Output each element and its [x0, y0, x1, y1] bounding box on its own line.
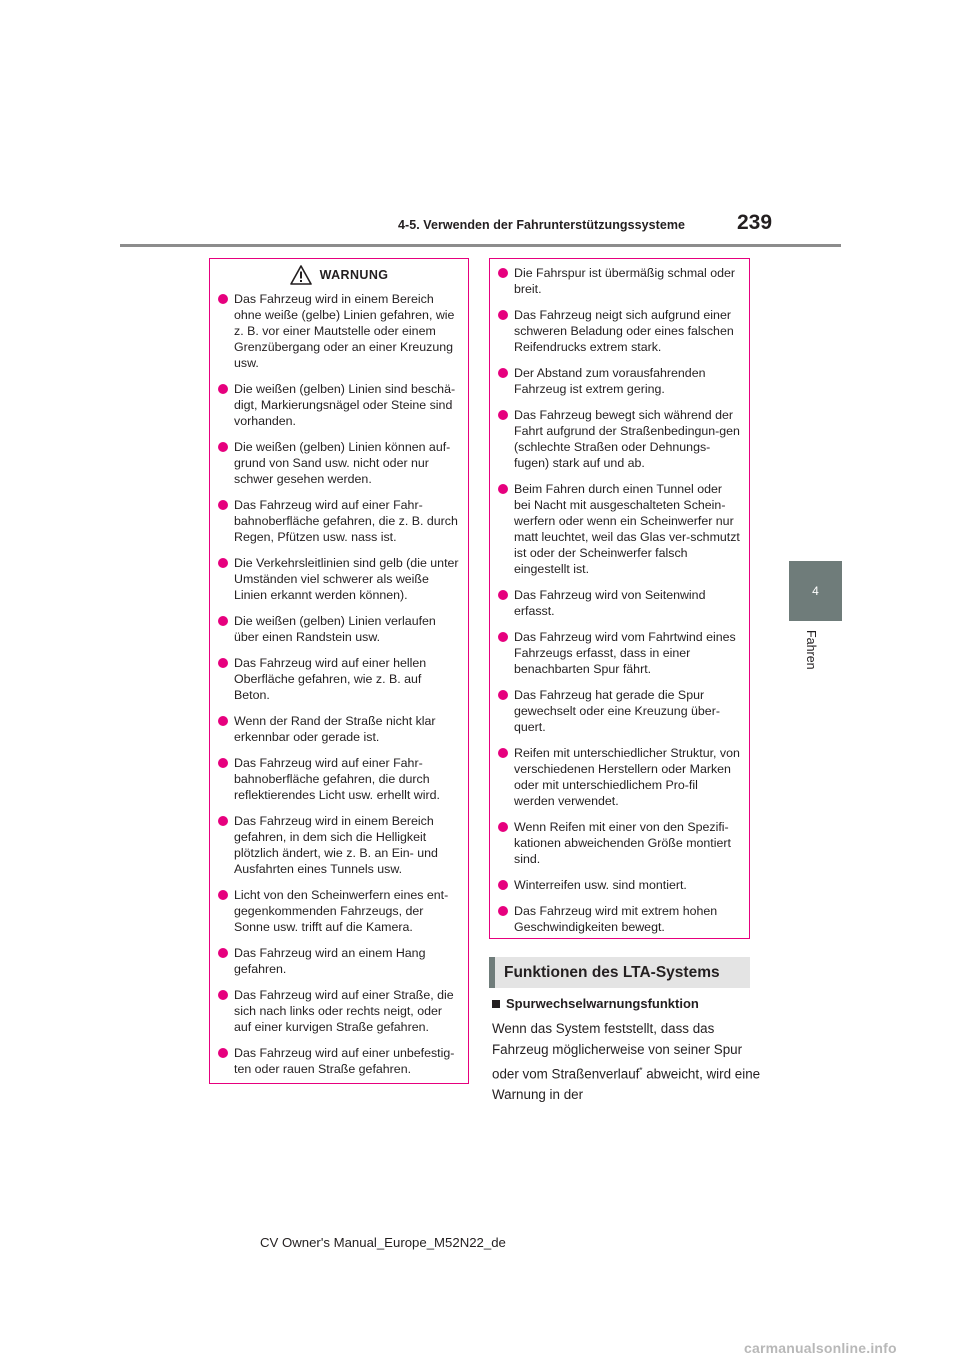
bullet-dot-icon [218, 990, 228, 1000]
list-item [218, 291, 460, 371]
list-item-text: Das Fahrzeug wird an einem Hang gefahren. [234, 946, 426, 976]
subheading-text: Spurwechselwarnungsfunktion [506, 996, 699, 1011]
bullet-dot-icon [218, 658, 228, 668]
list-item-text: Der Abstand zum vorausfahrenden Fahrzeug ist extrem gering. [514, 366, 706, 396]
list-item-text: Reifen mit unterschiedlicher Struktur, von verschiedenen Herstellern oder Marken oder mit unterschiedlichem Pro-fil werden verwendet. [514, 746, 740, 808]
bullet-dot-icon [218, 1048, 228, 1058]
bullet-dot-icon [218, 384, 228, 394]
bullet-dot-icon [498, 590, 508, 600]
list-item-text: Das Fahrzeug wird auf einer Fahr-bahnoberfläche gefahren, die z. B. durch Regen, Pfützen usw. nass ist. [234, 498, 458, 544]
warning-list-continued [498, 265, 741, 935]
list-item [498, 877, 741, 893]
list-item-text: Die weißen (gelben) Linien verlaufen über einen Randstein usw. [234, 614, 436, 644]
list-item [218, 555, 460, 603]
watermark: carmanualsonline.info [744, 1340, 897, 1356]
bullet-dot-icon [498, 690, 508, 700]
bullet-dot-icon [218, 948, 228, 958]
bullet-dot-icon [498, 484, 508, 494]
list-item-text: Das Fahrzeug wird in einem Bereich ohne weiße (gelbe) Linien gefahren, wie z. B. vor einer Mautstelle oder einem Grenzübergang oder an einer Kreuzung usw. [234, 292, 455, 370]
list-item [498, 819, 741, 867]
bullet-dot-icon [498, 410, 508, 420]
bullet-dot-icon [218, 616, 228, 626]
list-item-text: Das Fahrzeug wird auf einer Fahr-bahnoberfläche gefahren, die durch reflektierendes Licht usw. erhellt wird. [234, 756, 440, 802]
list-item-text: Das Fahrzeug hat gerade die Spur gewechselt oder eine Kreuzung über-quert. [514, 688, 720, 734]
subheading [492, 996, 754, 1011]
warning-list [218, 291, 460, 1077]
bullet-dot-icon [498, 880, 508, 890]
list-item-text: Die Fahrspur ist übermäßig schmal oder breit. [514, 266, 736, 296]
list-item [218, 713, 460, 745]
warning-title: WARNUNG [319, 268, 389, 282]
list-item-text: Die Verkehrsleitlinien sind gelb (die unter Umständen viel schwerer als weiße Linien erkannt werden können). [234, 556, 459, 602]
list-item-text: Das Fahrzeug bewegt sich während der Fahrt aufgrund der Straßenbedingun-gen (schlechte Straßen oder Dehnungs-fugen) stark auf und ab. [514, 408, 740, 470]
paragraph-text-1: Wenn das System feststellt, dass das Fahrzeug möglicherweise von seiner Spur oder vom Straßenverlauf [492, 1021, 743, 1082]
header-divider [120, 244, 841, 247]
bullet-dot-icon [498, 906, 508, 916]
list-item [218, 755, 460, 803]
list-item-text: Das Fahrzeug wird auf einer hellen Oberfläche gefahren, wie z. B. auf Beton. [234, 656, 427, 702]
list-item [498, 365, 741, 397]
paragraph-text-2: abweicht, wird eine Warnung in der [492, 1066, 761, 1103]
list-item [218, 887, 460, 935]
list-item-text: Das Fahrzeug wird auf einer Straße, die sich nach links oder rechts neigt, oder auf einer kurvigen Straße gefahren. [234, 988, 454, 1034]
warning-triangle-icon [290, 265, 312, 285]
warning-box [209, 258, 469, 1084]
list-item-text: Das Fahrzeug wird vom Fahrtwind eines Fahrzeugs erfasst, dass in einer benachbarten Spur fährt. [514, 630, 736, 676]
bullet-dot-icon [218, 500, 228, 510]
section-heading: Funktionen des LTA-Systems [489, 957, 750, 988]
body-paragraph [492, 1018, 762, 1105]
warning-box-continued [489, 258, 750, 939]
bullet-dot-icon [218, 816, 228, 826]
list-item [498, 629, 741, 677]
list-item-text: Das Fahrzeug wird von Seitenwind erfasst. [514, 588, 706, 618]
list-item [498, 587, 741, 619]
bullet-dot-icon [218, 716, 228, 726]
bullet-dot-icon [218, 558, 228, 568]
chapter-label: Fahren [804, 630, 818, 670]
list-item-text: Das Fahrzeug neigt sich aufgrund einer schweren Beladung oder eines falschen Reifendrucks extrem stark. [514, 308, 734, 354]
bullet-dot-icon [218, 890, 228, 900]
bullet-dot-icon [498, 368, 508, 378]
bullet-dot-icon [498, 822, 508, 832]
bullet-dot-icon [218, 442, 228, 452]
list-item-text: Die weißen (gelben) Linien sind beschä-digt, Markierungsnägel oder Steine sind vorhanden. [234, 382, 456, 428]
list-item [218, 613, 460, 645]
list-item [218, 987, 460, 1035]
list-item [498, 687, 741, 735]
bullet-dot-icon [218, 758, 228, 768]
list-item [218, 813, 460, 877]
bullet-dot-icon [498, 310, 508, 320]
list-item-text: Winterreifen usw. sind montiert. [514, 878, 687, 892]
list-item-text: Das Fahrzeug wird auf einer unbefestig-ten oder rauen Straße gefahren. [234, 1046, 455, 1076]
bullet-dot-icon [498, 632, 508, 642]
list-item-text: Die weißen (gelben) Linien können auf-grund von Sand usw. nicht oder nur schwer gesehen werden. [234, 440, 451, 486]
list-item [498, 307, 741, 355]
list-item [498, 481, 741, 577]
square-bullet-icon [492, 1000, 500, 1008]
list-item-text: Das Fahrzeug wird mit extrem hohen Geschwindigkeiten bewegt. [514, 904, 718, 934]
chapter-number: 4 [812, 584, 819, 598]
list-item [498, 265, 741, 297]
list-item-text: Wenn der Rand der Straße nicht klar erkennbar oder gerade ist. [234, 714, 436, 744]
list-item [218, 381, 460, 429]
bullet-dot-icon [498, 748, 508, 758]
list-item [498, 903, 741, 935]
list-item-text: Wenn Reifen mit einer von den Spezifi-kationen abweichenden Größe montiert sind. [514, 820, 731, 866]
list-item [218, 1045, 460, 1077]
bullet-dot-icon [218, 294, 228, 304]
page-number: 239 [737, 211, 773, 234]
footnote-mark: * [639, 1066, 643, 1075]
bullet-dot-icon [498, 268, 508, 278]
list-item [218, 497, 460, 545]
list-item [218, 655, 460, 703]
list-item [498, 745, 741, 809]
list-item-text: Das Fahrzeug wird in einem Bereich gefahren, in dem sich die Helligkeit plötzlich ändert, wie z. B. an Ein- und Ausfahrten eines Tunnels usw. [234, 814, 438, 876]
warning-header [210, 263, 468, 287]
section-title: 4-5. Verwenden der Fahrunterstützungssysteme [398, 218, 686, 232]
chapter-tab[interactable] [789, 561, 842, 621]
list-item [218, 945, 460, 977]
list-item-text: Beim Fahren durch einen Tunnel oder bei Nacht mit ausgeschalteten Schein-werfern oder wenn ein Scheinwerfer nur matt leuchtet, weil das Glas ver-schmutzt ist oder der Scheinwerfer falsch eingestellt ist. [514, 482, 740, 576]
list-item-text: Licht von den Scheinwerfern eines ent-gegenkommenden Fahrzeugs, der Sonne usw. trifft auf die Kamera. [234, 888, 449, 934]
list-item [498, 407, 741, 471]
list-item [218, 439, 460, 487]
footer-text: CV Owner's Manual_Europe_M52N22_de [260, 1235, 506, 1250]
